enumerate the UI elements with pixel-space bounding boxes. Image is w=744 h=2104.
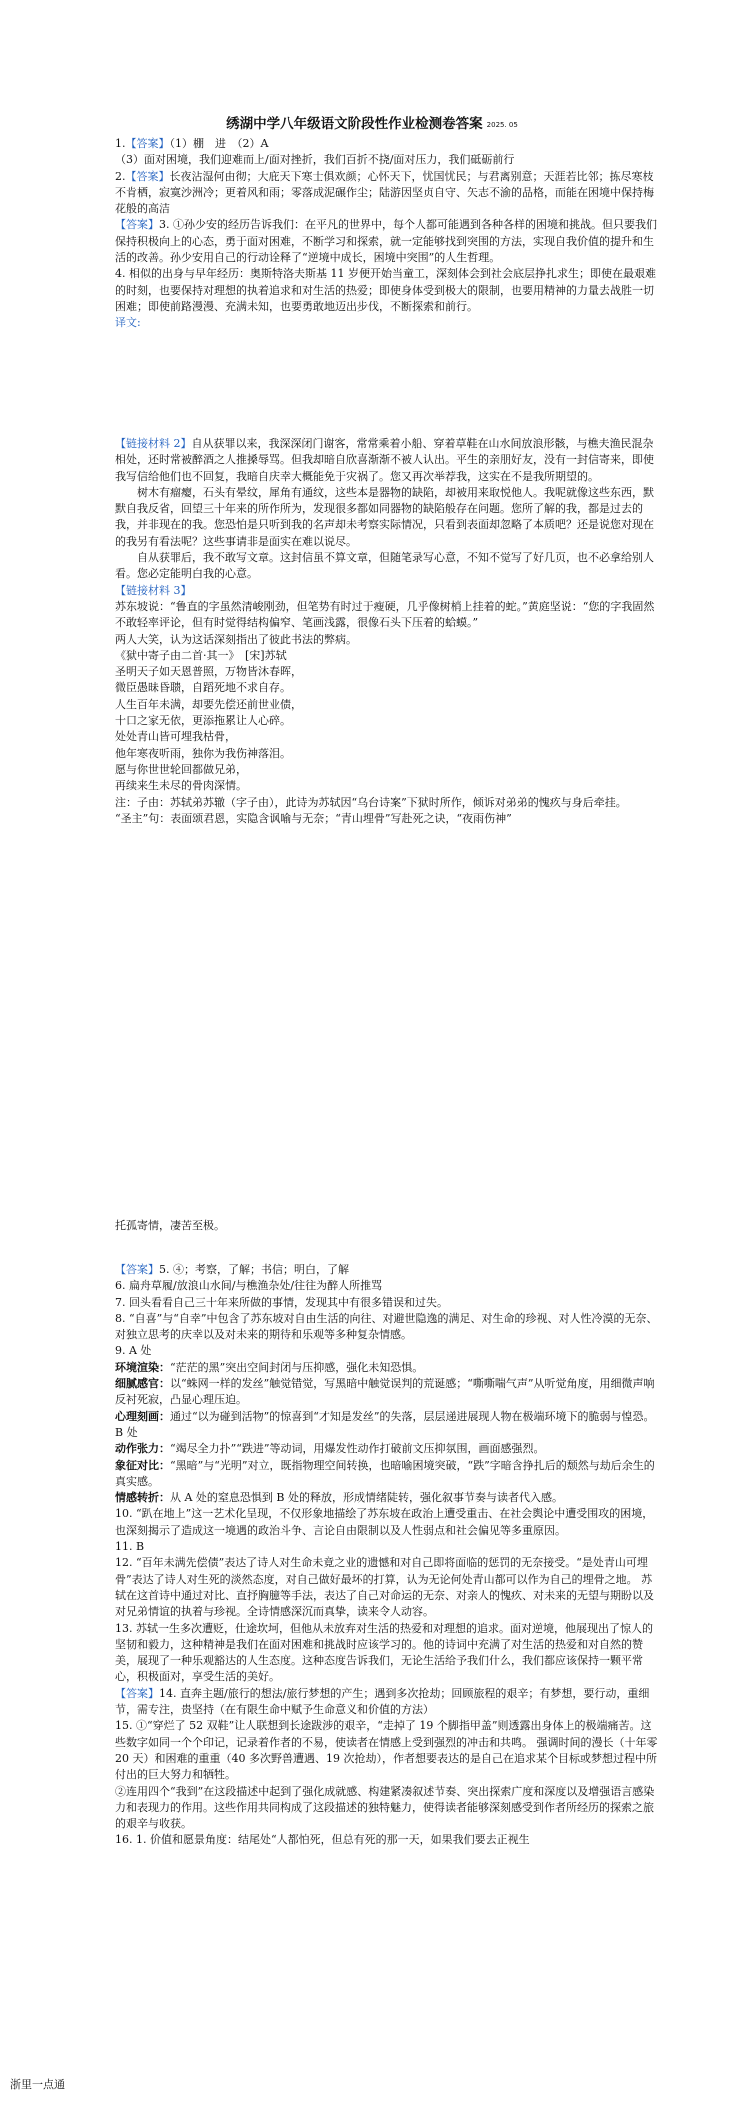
paragraph-text: 再续来生未尽的骨肉深情。 [115, 779, 247, 793]
text-paragraph [115, 315, 660, 331]
paragraph-text: 苏东坡说：“鲁直的字虽然清峻刚劲，但笔势有时过于瘦硬，几乎像树梢上挂着的蛇。”黄庭坚说：“您的字我固然不敢轻率评论，但有时觉得结构偏窄、笔画浅露，很像石头下压着的蛤蟆。” [115, 599, 655, 630]
text-paragraph [115, 1555, 660, 1620]
paragraph-text: 自从获罪以来，我深深闭门谢客，常常乘着小船、穿着草鞋在山水间放浪形骸，与樵夫渔民混杂相处，还时常被醉酒之人推搡辱骂。但我却暗自欣喜渐渐不被人认出。平生的亲朋好友，没有一封信寄来，即使我写信给他们也不回复，我暗自庆幸大概能免于灾祸了。您又再次举荐我，这实在不是我所期望的。 [115, 437, 654, 483]
text-paragraph [115, 1218, 660, 1234]
text-paragraph [115, 1490, 660, 1506]
paragraph-text: 13. 苏轼一生多次遭贬，仕途坎坷，但他从未放弃对生活的热爱和对理想的追求。面对逆境，他展现出了惊人的坚韧和毅力，这种精神是我们在面对困难和挑战时应该学习的。他的诗词中充满了对生活的热爱和对自然的赞美，展现了一种乐观豁达的人生态度。这种态度告诉我们，无论生活给予我们什么，我们都应该保持一颗平常心，积极面对，享受生活的美好。 [115, 1621, 653, 1684]
paragraph-text: 《狱中寄子由二首·其一》 [宋]苏轼 [115, 648, 287, 662]
page-title [0, 112, 744, 132]
answer-tag: 【链接材料 2】 [115, 437, 192, 450]
text-paragraph [115, 152, 660, 168]
title-text: 绣湖中学八年级语文阶段性作业检测卷答案 [226, 116, 483, 132]
text-paragraph [115, 169, 660, 218]
paragraph-text: 他年寒夜听雨，独你为我伤神落泪。 [115, 746, 291, 760]
paragraph-text: B 处 [115, 1425, 138, 1439]
answer-tag: 【答案】 [125, 169, 170, 183]
paragraph-text: 托孤寄情，凄苦至极。 [115, 1219, 225, 1232]
text-paragraph [115, 1784, 660, 1833]
bold-label: 象征对比： [115, 1458, 170, 1472]
text-paragraph [115, 811, 660, 827]
paragraph-text: 11. B [115, 1540, 145, 1554]
text-paragraph [115, 436, 660, 485]
paragraph-text: 两人大笑，认为这话深刻指出了彼此书法的弊病。 [115, 632, 357, 646]
text-paragraph [115, 648, 660, 664]
text-paragraph [115, 778, 660, 794]
text-paragraph [115, 1311, 660, 1344]
paragraph-text: 十口之家无依，更添拖累让人心碎。 [115, 714, 291, 728]
paragraph-text: 人生百年未满，却要先偿还前世业债， [115, 697, 302, 711]
text-paragraph [115, 795, 660, 811]
text-paragraph [115, 583, 660, 599]
answer-tag: 【答案】 [115, 1686, 159, 1700]
text-paragraph [115, 680, 660, 696]
text-paragraph [115, 217, 660, 266]
text-paragraph [115, 632, 660, 648]
text-paragraph [115, 762, 660, 778]
paragraph-text: 5. ④；考察，了解；书信；明白，了解 [159, 1263, 349, 1276]
paragraph-text: 6. 扁舟草履/放浪山水间/与樵渔杂处/往往为醉人所推骂 [115, 1279, 383, 1293]
paragraph-text: 12. “百年未满先偿债”表达了诗人对生命未竟之业的遗憾和对自己即将面临的惩罚的无奈接受。“是处青山可埋骨”表达了诗人对生死的淡然态度，对自己做好最坏的打算，认为无论何处青山都可以作为自己的埋骨之地。 苏轼在这首诗中通过对比、直抒胸臆等手法，表达了自己对命运的无奈、对亲人的愧疚、对未来的无望与期盼以及对兄弟情谊的执着与珍视。全诗情感深沉而真挚，读来令人动容。 [115, 1556, 654, 1619]
bold-label: 环境渲染： [115, 1360, 170, 1374]
text-paragraph [115, 1343, 660, 1359]
paragraph-text: 自从获罪后，我不敢写文章。这封信虽不算文章，但随笔录写心意，不知不觉写了好几页，也不必拿给别人看。您必定能明白我的心意。 [115, 551, 654, 581]
text-paragraph [115, 697, 660, 713]
text-paragraph [115, 136, 660, 152]
paragraph-text: 处处青山皆可埋我枯骨， [115, 730, 236, 744]
text-paragraph [115, 1686, 660, 1719]
paragraph-text: 注：子由：苏轼弟苏辙（字子由），此诗为苏轼因“乌台诗案”下狱时所作，倾诉对弟弟的愧疚与身后牵挂。 [115, 795, 627, 809]
paragraph-text: ②连用四个“我到”在这段描述中起到了强化成就感、构建紧凑叙述节奏、突出探索广度和深度以及增强语言感染力和表现力的作用。这些作用共同构成了这段描述的独特魅力，使得读者能够深刻感受到作者所经历的探索之旅的艰辛与收获。 [115, 1784, 655, 1831]
text-paragraph [115, 1539, 660, 1555]
text-paragraph [115, 1458, 660, 1491]
text-paragraph [115, 713, 660, 729]
text-paragraph [115, 1718, 660, 1783]
text-paragraph [115, 599, 660, 632]
text-paragraph [115, 1441, 660, 1457]
paragraph-text: 14. 直奔主题/旅行的想法/旅行梦想的产生；遇到多次抢劫；回顾旅程的艰辛；有梦想，要行动，重细节，需专注，贵坚持（在有限生命中赋予生命意义和价值的方法） [115, 1686, 650, 1717]
paragraph-text: “竭尽全力扑”“跌进”等动词，用爆发性动作打破前文压抑氛围，画面感强烈。 [170, 1442, 545, 1456]
item-number: 2. [115, 169, 126, 183]
paragraph-text: 7. 回头看看自己三十年来所做的事情，发现其中有很多错误和过失。 [115, 1295, 448, 1309]
text-paragraph [115, 729, 660, 745]
paragraph-text: 3. ①孙少安的经历告诉我们：在平凡的世界中，每个人都可能遇到各种各样的困境和挑战。但只要我们保持积极向上的心态，勇于面对困难，不断学习和探索，就一定能够找到突围的方法，实现自我价值的提升和生活的改善。孙少安用自己的行动诠释了“逆境中成长，困境中突围”的人生哲理。 [115, 218, 657, 265]
text-paragraph [115, 1621, 660, 1686]
bold-label: 动作张力： [115, 1442, 170, 1456]
answers-section-2 [115, 1262, 660, 1849]
title-date: 2025. 05 [486, 121, 518, 129]
text-paragraph [115, 1376, 660, 1409]
text-paragraph [115, 266, 660, 315]
paragraph-text: 8. “自喜”与“自幸”中包含了苏东坡对自由生活的向往、对避世隐逸的满足、对生命的珍视、对人性冷漠的无奈、对独立思考的庆幸以及对未来的期待和乐观等多种复杂情感。 [115, 1311, 658, 1342]
paragraph-text: 9. A 处 [115, 1344, 152, 1358]
paragraph-text: 通过“以为碰到活物”的惊喜到“才知是发丝”的失落，层层递进展现人物在极端环境下的脆弱与惶恐。 [170, 1409, 655, 1423]
item-number: 1. [115, 137, 126, 150]
paragraph-text: （1）棚 进 （2）A [169, 137, 269, 150]
answer-tag: 【答案】 [115, 218, 159, 232]
paragraph-text: “黑暗”与“光明”对立，既指物理空间转换，也暗喻困境突破，“跌”字暗含挣扎后的颓然与劫后余生的真实感。 [115, 1458, 655, 1488]
text-paragraph [115, 1506, 660, 1539]
bold-label: 细腻感官： [115, 1377, 170, 1391]
paragraph-text: 长夜沾湿何由彻；大庇天下寒士俱欢颜；心怀天下，忧国忧民；与君离别意；天涯若比邻；拣尽寒枝不肯栖，寂寞沙洲冷；更着风和雨；零落成泥碾作尘；陆游因坚贞自守、矢志不渝的品格，而能在困境中保持梅花般的高洁 [115, 169, 654, 216]
bold-label: 心理刻画： [115, 1409, 170, 1423]
paragraph-text: 16. 1. 价值和愿景角度：结尾处“人都怕死，但总有死的那一天，如果我们要去正视生 [115, 1833, 530, 1847]
paragraph-text: 10. “趴在地上”这一艺术化呈现，不仅形象地描绘了苏东坡在政治上遭受重击、在社会舆论中遭受围攻的困境，也深刻揭示了造成这一境遇的政治斗争、言论自由限制以及人性弱点和社会偏见等多重原因。 [115, 1507, 654, 1537]
text-paragraph [115, 1262, 660, 1278]
answer-tag: 【答案】 [125, 137, 170, 150]
answer-tag: 【链接材料 3】 [115, 583, 192, 597]
footer-brand: 浙里一点通 [10, 2078, 65, 2091]
paragraph-text: 15. ①“穿烂了 52 双鞋”让人联想到长途跋涉的艰辛，“走掉了 19 个脚指甲盖”则透露出身体上的极端痛苦。这些数字如同一个个印记，记录着作者的不易，使读者在情感上受到强烈的冲击和共鸣。 强调时间的漫长（十年零 20 天）和困难的重重（40 多次野兽遭遇、19 次抢劫），作者想要表达的是自己在追求某个目标或梦想过程中所付出的巨大努力和牺牲。 [115, 1719, 658, 1782]
paragraph-text: 译文: [115, 316, 141, 330]
paragraph-text: 以“蛛网一样的发丝”触觉错觉，写黑暗中触觉误判的荒诞感；“嘶嘶喘气声”从听觉角度，用细微声响反衬死寂，凸显心理压迫。 [115, 1377, 655, 1407]
answers-section-1 [115, 136, 660, 332]
paragraph-text: 4. 相似的出身与早年经历：奥斯特洛夫斯基 11 岁便开始当童工，深刻体会到社会底层挣扎求生；即使在最艰难的时刻，也要保持对理想的执着追求和对生活的热爱；即使身体受到极大的限制，也要用精神的力量去战胜一切困难；即使前路漫漫、充满未知，也要勇敢地迈出步伐，不断探索和前行。 [115, 267, 656, 313]
text-paragraph [115, 746, 660, 762]
text-paragraph [115, 485, 660, 550]
text-paragraph [115, 1278, 660, 1294]
paragraph-text: 树木有瘤瘿，石头有晕纹，犀角有通纹，这些本是器物的缺陷，却被用来取悦他人。我呢就像这些东西，默默自我反省，回望三十年来的所作所为，发现很多都如同器物的缺陷般存在问题。您所了解的我，都是过去的我，并非现在的我。您恐怕是只听到我的名声却未考察实际情况，只看到表面却忽略了本质吧？还是说您对现在的我另有看法呢？这些事请非是面实在难以说尽。 [115, 485, 654, 548]
text-paragraph [115, 1832, 660, 1848]
text-paragraph [115, 1360, 660, 1376]
text-paragraph [115, 550, 660, 583]
paragraph-text: 愿与你世世轮回都做兄弟， [115, 762, 247, 776]
paragraph-text: 圣明天子如天恩普照，万物皆沐春晖， [115, 665, 302, 679]
text-paragraph [115, 1409, 660, 1425]
translation-section [115, 436, 660, 827]
bold-label: 情感转折： [115, 1491, 170, 1505]
paragraph-text: （3）面对困境，我们迎难而上/面对挫折，我们百折不挠/面对压力，我们砥砺前行 [115, 153, 515, 167]
text-paragraph [115, 664, 660, 680]
paragraph-text: “茫茫的黑”突出空间封闭与压抑感，强化未知恐惧。 [170, 1360, 424, 1374]
poem-note-tail [115, 1218, 660, 1234]
paragraph-text: 微臣愚昧昏聩，自蹈死地不求自存。 [115, 681, 291, 695]
answer-tag: 【答案】 [115, 1263, 159, 1276]
text-paragraph [115, 1295, 660, 1311]
paragraph-text: 从 A 处的窒息恐惧到 B 处的释放，形成情绪陡转，强化叙事节奏与读者代入感。 [170, 1491, 564, 1505]
paragraph-text: “圣主”句：表面颂君恩，实隐含讽喻与无奈；“青山埋骨”写赴死之诀，“夜雨伤神” [115, 811, 512, 825]
text-paragraph [115, 1425, 660, 1441]
